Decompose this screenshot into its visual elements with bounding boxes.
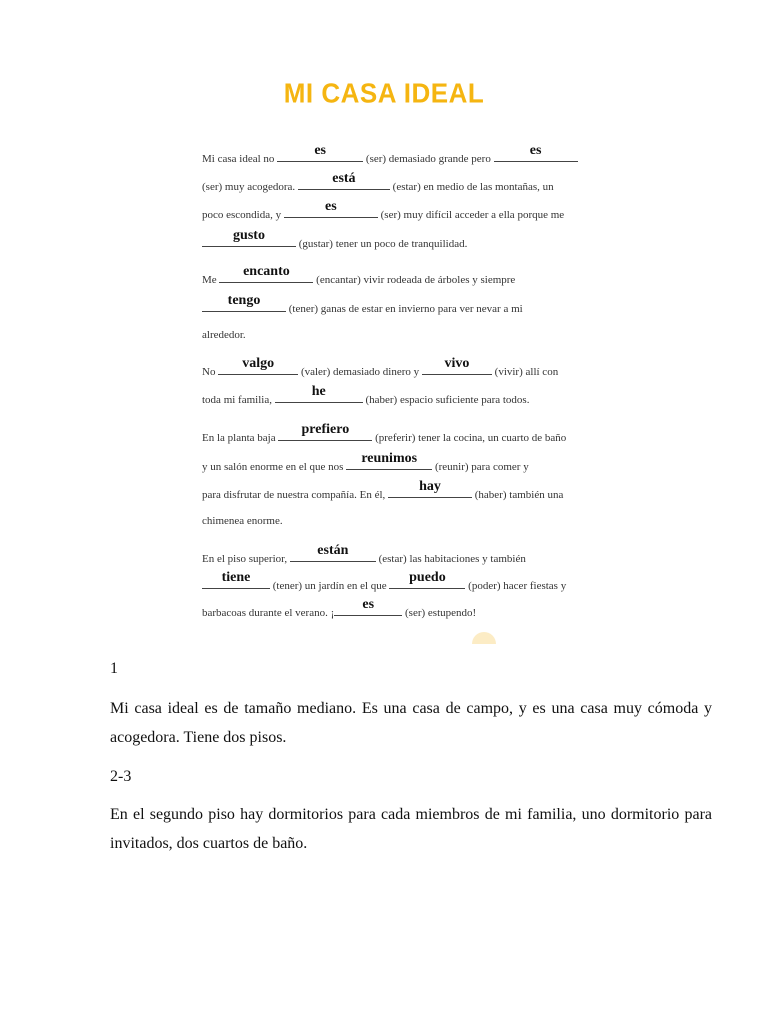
handwritten-answer: está (332, 171, 356, 186)
answer-paragraph: Mi casa ideal es de tamaño mediano. Es una casa de campo, y es una casa muy cómoda y acogedora. Tiene dos pisos. (110, 700, 712, 746)
answer-blank (298, 171, 390, 190)
worksheet-line: tengo (tener) ganas de estar en invierno para ver nevar a mi (202, 300, 618, 316)
worksheet-line: (ser) muy acogedora. está (estar) en medio de las montañas, un (202, 171, 554, 193)
handwritten-answer: es (314, 143, 326, 158)
answer-blank (346, 451, 432, 470)
handwritten-answer: gusto (233, 228, 265, 243)
answer-paragraph: En el segundo piso hay dormitorios para cada miembros de mi familia, uno dormitorio para invitados, dos cuartos de baño. (110, 806, 712, 852)
handwritten-answer: valgo (242, 356, 275, 371)
worksheet-line: Me encanto (encantar) vivir rodeada de árboles y siempre (202, 264, 516, 286)
worksheet-line: gusto (gustar) tener un poco de tranquilidad. (202, 235, 618, 251)
worksheet-line: chimenea enorme. (202, 515, 283, 527)
answer-blank (218, 356, 298, 375)
answer-blank (389, 570, 465, 589)
worksheet-line: alrededor. (202, 329, 246, 341)
handwritten-answer: están (317, 543, 349, 558)
answer-blank (284, 199, 378, 218)
answer-blank (202, 228, 296, 247)
worksheet-line: tiene (tener) un jardín en el que puedo (poder) hacer fiestas y (202, 577, 618, 593)
answer-blank (278, 422, 372, 441)
worksheet-line: Mi casa ideal no es (ser) demasiado grande pero es (202, 150, 618, 166)
handwritten-answer: vivo (444, 356, 470, 371)
handwritten-answer: hay (419, 479, 441, 494)
answer-blank (494, 143, 578, 162)
worksheet-line: En la planta baja prefiero (preferir) tener la cocina, un cuarto de baño (202, 422, 567, 444)
handwritten-answer: tengo (227, 293, 261, 308)
answer-blank (422, 356, 492, 375)
worksheet-line: barbacoas durante el verano. ¡ es (ser) estupendo! (202, 597, 477, 619)
worksheet-line: para disfrutar de nuestra compañía. En él, hay (haber) también una (202, 479, 564, 501)
handwritten-answer: prefiero (301, 422, 350, 437)
handwritten-answer: es (362, 597, 375, 612)
handwritten-answer: es (529, 143, 542, 158)
answer-blank (275, 384, 363, 403)
worksheet-line: poco escondida, y es (ser) muy difícil acceder a ella porque me (202, 199, 565, 221)
answer-blank (388, 479, 472, 498)
handwritten-answer: reunimos (361, 451, 418, 466)
worksheet-line: y un salón enorme en el que nos reunimos (reunir) para comer y (202, 451, 529, 473)
worksheet-line: No valgo (valer) demasiado dinero y vivo (vivir) allí con (202, 356, 559, 378)
handwritten-answer: puedo (409, 570, 446, 585)
answer-blank (202, 293, 286, 312)
answer-blank (334, 597, 402, 616)
answer-blank (219, 264, 313, 283)
handwritten-answer: he (311, 384, 326, 399)
handwritten-answer: tiene (221, 570, 251, 585)
worksheet-line: En el piso superior, están (estar) las habitaciones y también (202, 543, 526, 565)
answer-blank (202, 570, 270, 589)
worksheet-title: MI CASA IDEAL (283, 77, 485, 109)
worksheet-line: toda mi familia, he (haber) espacio suficiente para todos. (202, 384, 530, 406)
question-label: 2-3 (110, 768, 132, 785)
handwritten-answer: encanto (243, 264, 290, 279)
answer-blank (290, 543, 376, 562)
handwritten-answer: es (325, 199, 337, 214)
decorative-shape (472, 632, 496, 644)
question-label: 1 (110, 660, 118, 677)
answer-blank (277, 143, 363, 162)
